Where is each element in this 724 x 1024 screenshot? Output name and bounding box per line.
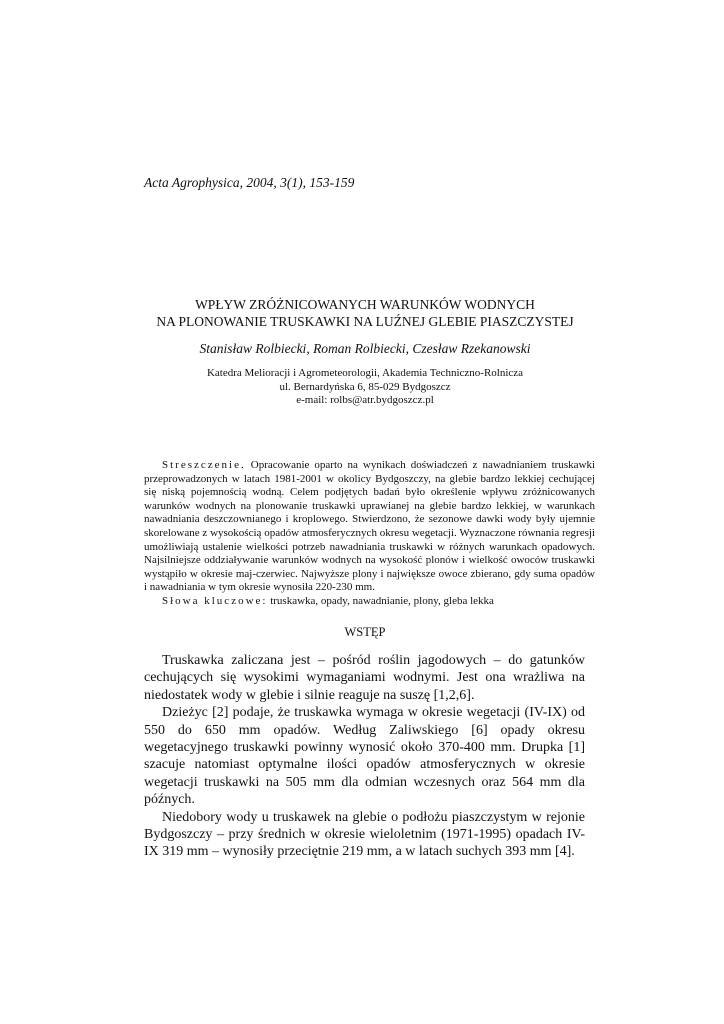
abstract-paragraph — [144, 459, 595, 595]
abstract — [144, 459, 595, 609]
authors: Stanisław Rolbiecki, Roman Rolbiecki, Czesław Rzekanowski — [199, 341, 531, 356]
body-paragraph: Truskawka zaliczana jest – pośród roślin jagodowych – do gatunków cechujących się wysokimi wymaganiami wodnymi. Jest ona wrażliwa na niedostatek wody w glebie i silnie reaguje na suszę [1,2,6]. — [144, 653, 585, 703]
affiliation-email: e-mail: rolbs@atr.bydgoszcz.pl — [296, 394, 434, 406]
paper-title — [100, 296, 630, 330]
journal-reference: Acta Agrophysica, 2004, 3(1), 153-159 — [144, 175, 355, 190]
affiliation-line-2: ul. Bernardyńska 6, 85-029 Bydgoszcz — [279, 380, 451, 393]
body-text — [144, 652, 585, 861]
affiliation-line-1: Katedra Melioracji i Agrometeorologii, Akademia Techniczno-Rolnicza — [206, 367, 524, 379]
body-paragraph: Dzieżyc [2] podaje, że truskawka wymaga w okresie wegetacji (IV-IX) od 550 do 650 mm opadów. Według Zaliwskiego [6] opady okresu wegetacyjnego truskawki powinny wynosić około 370-400 mm. Drupka [1] szacuje natomiast optymalne ilości opadów atmosferycznych w okresie wegetacji truskawki na 505 mm dla odmian wczesnych oraz 564 mm dla późnych. — [144, 705, 585, 808]
keywords-paragraph — [144, 595, 595, 609]
section-heading: WSTĘP — [344, 625, 386, 639]
keywords-label: Słowa kluczowe: — [162, 594, 268, 607]
keywords-text: truskawka, opady, nawadnianie, plony, gleba lekka — [270, 594, 494, 607]
affiliation — [100, 367, 630, 408]
abstract-text: Opracowanie oparto na wynikach doświadczeń z nawadnianiem truskawki przeprowadzonych w latach 1981-2001 w okolicy Bydgoszczy, na glebie bardzo lekkiej cechującej się niską pojemnością wodną. Celem podjętych badań było określenie wpływu zróżnicowanych warunków wodnych na plonowanie truskawki uprawianej na glebie bardzo lekkiej, w warunkach nawadniania deszczownianego i kroplowego. Stwierdzono, że sezonowe dawki wody były ujemnie skorelowane z wysokością opadów atmosferycznych okresu wegetacji. Wyznaczone równania regresji umożliwiają ustalenie wielkości potrzeb nawadniania truskawki w różnych warunkach opadowych. Najsilniejsze oddziaływanie warunków wodnych na wysokość plonów i wielkość owoców truskawki wystąpiło w okresie maj-czerwiec. Najwyższe plony i największe owoce zbierano, gdy suma opadów i nawadniania w tym okresie wynosiła 220-230 mm. — [144, 459, 596, 594]
body-paragraph: Niedobory wody u truskawek na glebie o podłożu piaszczystym w rejonie Bydgoszczy – przy średnich w okresie wieloletnim (1971-1995) opadach IV-IX 319 mm – wynosiły przeciętnie 219 mm, a w latach suchych 393 mm [4]. — [144, 809, 585, 860]
abstract-label: Streszczenie. — [162, 459, 246, 471]
title-line-1: WPŁYW ZRÓŻNICOWANYCH WARUNKÓW WODNYCH — [195, 297, 535, 312]
title-line-2: NA PLONOWANIE TRUSKAWKI NA LUŹNEJ GLEBIE PIASZCZYSTEJ — [156, 314, 574, 329]
